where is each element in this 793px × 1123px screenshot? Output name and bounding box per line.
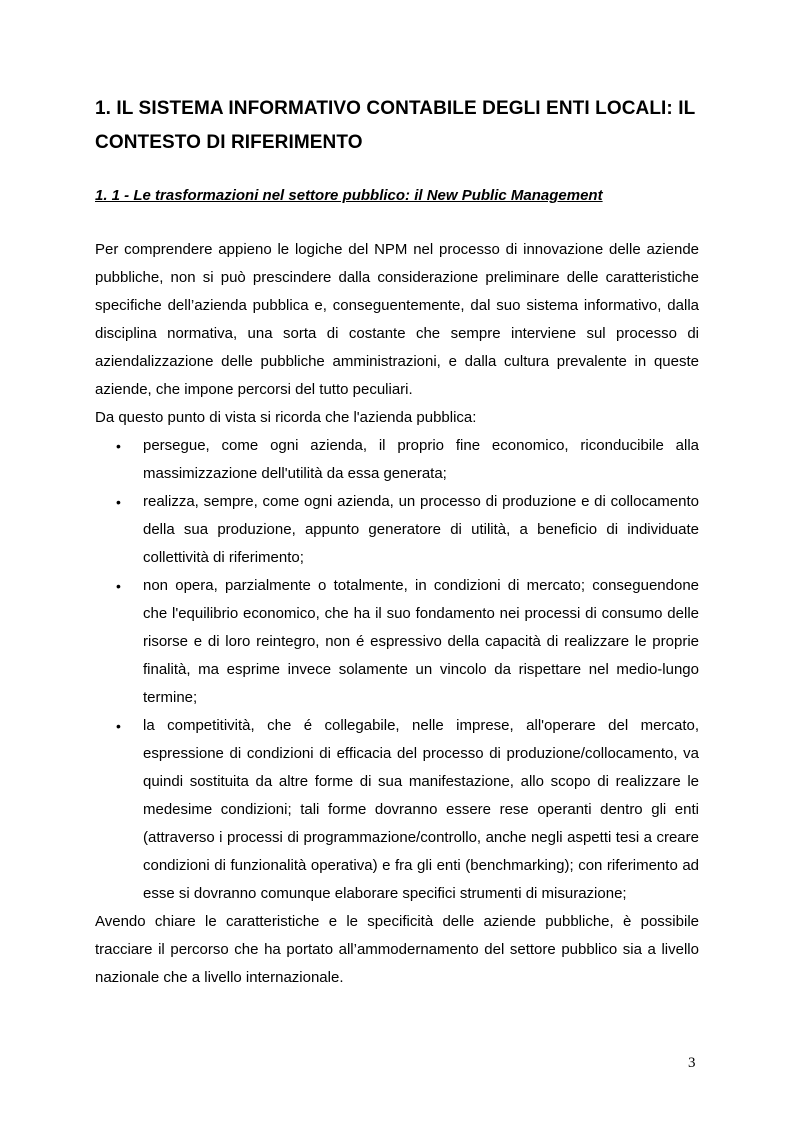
bullet-icon: • (116, 578, 121, 594)
list-item (95, 572, 699, 712)
closing-paragraph: Avendo chiare le caratteristiche e le specificità delle aziende pubbliche, è possibile tracciare il percorso che ha portato all’ammodernamento del settore pubblico sia a livello nazionale che a livello internazionale. (95, 913, 699, 986)
list-item (95, 712, 699, 908)
lead-paragraph: Da questo punto di vista si ricorda che l'azienda pubblica: (95, 409, 477, 426)
list-item (95, 432, 699, 488)
section-title: 1. 1 - Le trasformazioni nel settore pubblico: il New Public Management (95, 187, 603, 204)
bullet-icon: • (116, 438, 121, 454)
body-text (95, 236, 699, 992)
list-item-text: non opera, parzialmente o totalmente, in condizioni di mercato; conseguendone che l'equilibrio economico, che ha il suo fondamento nei processi di consumo delle risorse e di loro reintegro, non é espressivo della capacità di realizzare le proprie finalità, ma esprime invece solamente un vincolo da rispettare nel medio-lungo termine; (143, 577, 699, 706)
list-item-text: realizza, sempre, come ogni azienda, un processo di produzione e di collocamento della sua produzione, appunto generatore di utilità, a beneficio di individuate collettività di riferimento; (143, 493, 699, 566)
bullet-list (95, 432, 699, 908)
list-item (95, 488, 699, 572)
bullet-icon: • (116, 494, 121, 510)
intro-paragraph: Per comprendere appieno le logiche del NPM nel processo di innovazione delle aziende pubbliche, non si può prescindere dalla considerazione preliminare delle caratteristiche specifiche dell’azienda pubblica e, conseguentemente, dal suo sistema informativo, dalla disciplina normativa, una sorta di costante che sempre interviene sul processo di aziendalizzazione delle pubbliche amministrazioni, e dalla cultura prevalente in queste aziende, che impone percorsi del tutto peculiari. (95, 241, 699, 398)
page-number: 3 (688, 1055, 696, 1071)
list-item-text: persegue, come ogni azienda, il proprio fine economico, riconducibile alla massimizzazione dell'utilità da essa generata; (143, 437, 699, 482)
list-item-text: la competitività, che é collegabile, nelle imprese, all'operare del mercato, espressione di condizioni di efficacia del processo di produzione/collocamento, va quindi sostituita da altre forme di sua manifestazione, allo scopo di realizzare le medesime condizioni; tali forme dovranno essere rese operanti dentro gli enti (attraverso i processi di programmazione/controllo, anche negli aspetti tesi a creare condizioni di funzionalità operativa) e fra gli enti (benchmarking); con riferimento ad esse si dovranno comunque elaborare specifici strumenti di misurazione; (143, 717, 699, 902)
chapter-title: 1. IL SISTEMA INFORMATIVO CONTABILE DEGLI ENTI LOCALI: IL CONTESTO DI RIFERIMENTO (95, 98, 695, 153)
bullet-icon: • (116, 718, 121, 734)
